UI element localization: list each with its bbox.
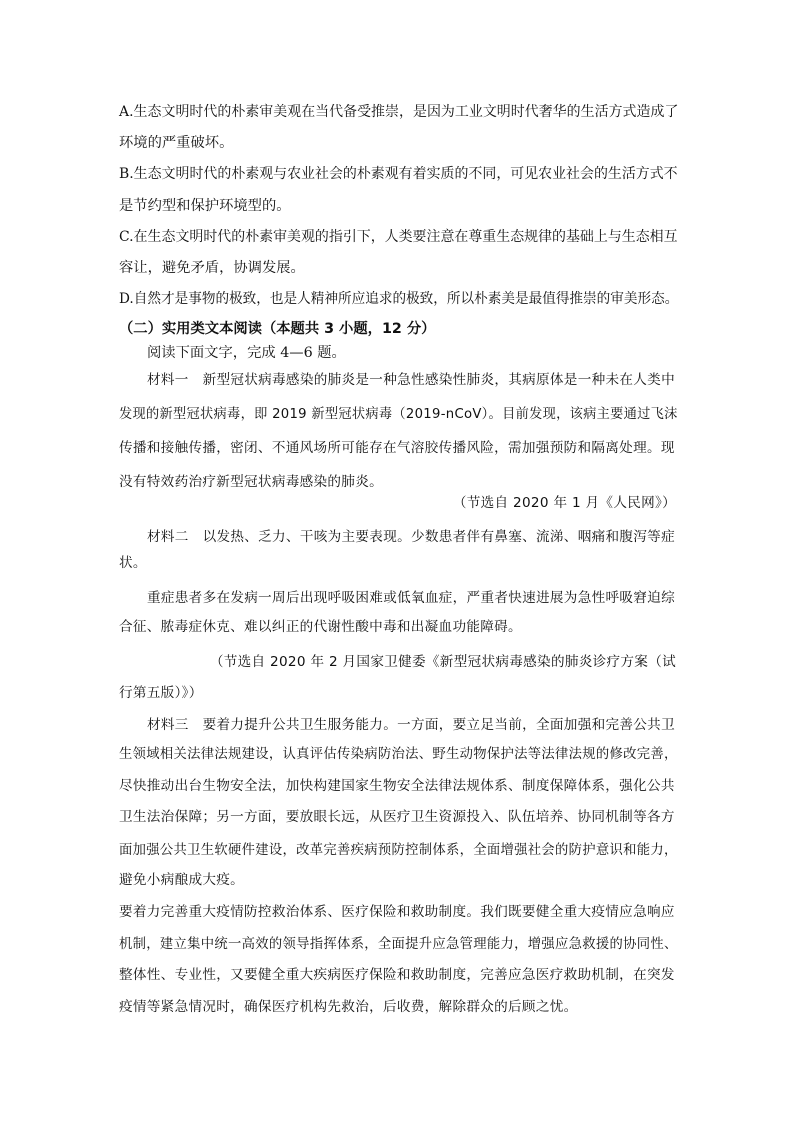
- section-instruction: 阅读下面文字，完成 4—6 题。: [147, 345, 346, 361]
- material3-line-10: 疫情等紧急情况时，确保医疗机构先救治，后收费，解除群众的后顾之忧。: [119, 999, 578, 1015]
- material2-source-line-1: （节选自 2020 年 2 月国家卫健委《新型冠状病毒感染的肺炎诊疗方案（试: [209, 654, 676, 670]
- material2-source-line-2: 行第五版）》）: [119, 685, 203, 701]
- material3-line-2: 生领域相关法律法规建设，认真评估传染病防治法、野生动物保护法等法律法规的修改完善，: [119, 746, 678, 762]
- option-c-line-1: C.在生态文明时代的朴素审美观的指引下，人类要注意在尊重生态规律的基础上与生态相互: [119, 229, 678, 245]
- material3-line-6: 避免小病酿成大疫。: [119, 872, 245, 888]
- material3-line-8: 机制，建立集中统一高效的领导指挥体系，全面提升应急管理能力，增强应急救援的协同性、: [119, 936, 678, 952]
- option-b-line-1: B.生态文明时代的朴素观与农业社会的朴素观有着实质的不同，可见农业社会的生活方式不: [119, 166, 678, 182]
- material2-line-1: 材料二 以发热、乏力、干咳为主要表现。少数患者伴有鼻塞、流涕、咽痛和腹泻等症: [147, 529, 675, 545]
- material2-line-3: 重症患者多在发病一周后出现呼吸困难或低氧血症，严重者快速进展为急性呼吸窘迫综: [147, 590, 675, 606]
- material1-line-1: 材料一 新型冠状病毒感染的肺炎是一种急性感染性肺炎，其病原体是一种未在人类中: [147, 372, 675, 388]
- material1-source: （节选自 2020 年 1 月《人民网》）: [452, 495, 676, 511]
- material1-line-2: 发现的新型冠状病毒，即 2019 新型冠状病毒（2019-nCoV）。目前发现，该病主要通过飞沫: [119, 406, 678, 422]
- material3-line-5: 面加强公共卫生软硬件建设，改革完善疾病预防控制体系，全面增强社会的防护意识和能力，: [119, 842, 678, 858]
- material1-line-3: 传播和接触传播，密闭、不通风场所可能存在气溶胶传播风险，需加强预防和隔离处理。现: [119, 440, 675, 456]
- material3-line-1: 材料三 要着力提升公共卫生服务能力。一方面，要立足当前，全面加强和完善公共卫: [147, 717, 675, 733]
- material3-line-9: 整体性、专业性，又要健全重大疾病医疗保险和救助制度，完善应急医疗救助机制，在突发: [119, 967, 675, 983]
- option-d-line-1: D.自然才是事物的极致，也是人精神所应追求的极致，所以朴素美是最值得推崇的审美形态。: [119, 291, 679, 307]
- section-heading: （二）实用类文本阅读（本题共 3 小题，12 分）: [119, 321, 436, 337]
- material3-line-4: 卫生法治保障；另一方面，要放眼长远，从医疗卫生资源投入、队伍培养、协同机制等各方: [119, 809, 675, 825]
- material2-line-4: 合征、脓毒症休克、难以纠正的代谢性酸中毒和出凝血功能障碍。: [119, 619, 522, 635]
- material2-line-2: 状。: [119, 555, 147, 571]
- material1-line-4: 没有特效药治疗新型冠状病毒感染的肺炎。: [119, 474, 383, 490]
- material3-line-7: 要着力完善重大疫情防控救治体系、医疗保险和救助制度。我们既要健全重大疫情应急响应: [119, 904, 675, 920]
- material3-line-3: 尽快推动出台生物安全法，加快构建国家生物安全法律法规体系、制度保障体系，强化公共: [119, 778, 675, 794]
- option-b-line-2: 是节约型和保护环境型的。: [119, 198, 291, 214]
- option-a-line-2: 环境的严重破坏。: [119, 135, 234, 151]
- option-c-line-2: 容让，避免矛盾，协调发展。: [119, 260, 305, 276]
- option-a-line-1: A.生态文明时代的朴素审美观在当代备受推崇，是因为工业文明时代奢华的生活方式造成了: [119, 104, 679, 120]
